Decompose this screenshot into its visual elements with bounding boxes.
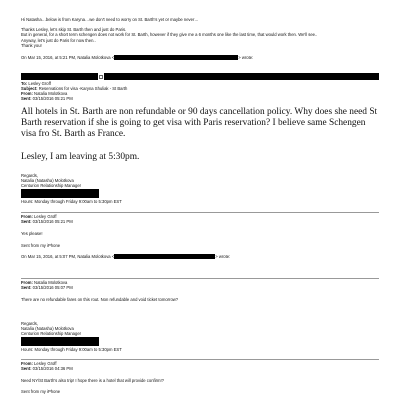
intro-line-3: But in general, for a short term schengen does not work for St. Barth, however if they give me a 6 months one like the last time, that would work then. We'll see.. (21, 32, 318, 38)
to-value: Lesley Groff (28, 80, 51, 86)
wrote-suffix: > wrote: (215, 253, 231, 259)
sig-hours: Hours: Monday through Friday 9:00am to 5:30pm EST (21, 346, 122, 352)
sent-label: Sent: (21, 366, 32, 372)
email-4 (21, 359, 379, 394)
subject-value: Reservations for visa -Karyna Shuliak - St Barth (38, 85, 128, 91)
sent-value: 03/15/2016 04:36 PM (32, 366, 73, 372)
email-body: Need NY/St Barth's also trip! I hope there is a hotel that will provide confirm!? (21, 378, 165, 384)
redaction-box (114, 254, 215, 259)
redaction-box (21, 337, 99, 346)
big-message (21, 107, 379, 163)
intro-line-1: Hi Natasha…below is from Karyna…we don't need to worry on St. Barth's yet or maybe never… (21, 17, 199, 22)
sig-regards: Regards, (21, 321, 38, 326)
wrote-prefix: On Mar 15, 2016, at 5:21 PM, Natalia Molotkova < (21, 55, 115, 61)
header-redaction-row (21, 73, 379, 80)
sent-label: Sent: (21, 219, 32, 225)
sig-regards: Regards, (21, 173, 38, 178)
redaction-box (21, 189, 99, 198)
intro-line-2: Thanks Lesley, let's skip St. Barth then and just do Paris. (21, 27, 127, 33)
sent-value: 03/15/2016 05:07 PM (32, 285, 73, 291)
sig-hours: Hours: Monday through Friday 9:00am to 5:30pm EST (21, 198, 122, 204)
broken-image-icon (99, 75, 103, 79)
intro-block (21, 17, 379, 60)
sent-from: Sent from my iPhone (21, 388, 61, 394)
redaction-box (104, 73, 379, 80)
intro-line-4: Anyway, let's just do Paris for now then.. (21, 37, 96, 43)
from-label: From: (21, 280, 33, 285)
signature-2 (21, 321, 379, 352)
to-label: To: (21, 80, 28, 86)
from-value: Natalia Molotkova (34, 280, 68, 285)
email-body: There are no refundable fares on this rout. Non refundable and void ticket tomorrow? (21, 297, 179, 303)
sent-from: Sent from my iPhone (21, 242, 61, 248)
divider (21, 359, 379, 360)
sig-name: Natalia (Natasha) Molotkova (21, 326, 74, 332)
big-paragraph-2: Lesley, I am leaving at 5:30pm. (21, 151, 140, 162)
wrote-line-1 (21, 55, 379, 60)
sent-label: Sent: (21, 96, 32, 102)
sig-name: Natalia (Natasha) Molotkova (21, 178, 74, 184)
wrote-prefix: On Mar 15, 2016, at 5:07 PM, Natalia Molotkova < (21, 253, 115, 259)
redaction-box (114, 55, 238, 60)
sig-title: Centurion Relationship Manager (21, 331, 82, 337)
wrote-line-2 (21, 254, 379, 259)
sent-label: Sent: (21, 285, 32, 291)
from-label: From: (21, 214, 33, 219)
sig-title: Centurion Relationship Manager (21, 183, 82, 189)
redaction-box (21, 73, 98, 80)
big-paragraph-1: All hotels in St. Barth are non refundable or 90 days cancellation policy. Why does she need St Barth reservation if she is going to get visa with Paris reservation? I believe same Schengen visa fro St. Barth as France. (21, 107, 378, 140)
divider (21, 212, 379, 213)
intro-line-5: Thank you! (21, 42, 42, 48)
signature-1 (21, 173, 379, 204)
from-label: From: (21, 90, 33, 96)
sent-value: 03/15/2016 05:21 PM (32, 219, 73, 225)
sent-value: 03/15/2016 05:21 PM (32, 96, 73, 102)
header-1 (21, 73, 379, 101)
from-value: Natalia Molotkova (34, 90, 68, 96)
from-label: From: (21, 361, 33, 366)
from-value: Lesley Groff (34, 214, 57, 219)
subject-label: Subject: (21, 85, 38, 91)
email-body: Yes please! (21, 231, 43, 237)
wrote-suffix: > wrote: (238, 55, 254, 61)
from-value: Lesley Groff (34, 361, 57, 366)
divider (21, 278, 379, 279)
email-2 (21, 212, 379, 259)
email-3 (21, 278, 379, 303)
